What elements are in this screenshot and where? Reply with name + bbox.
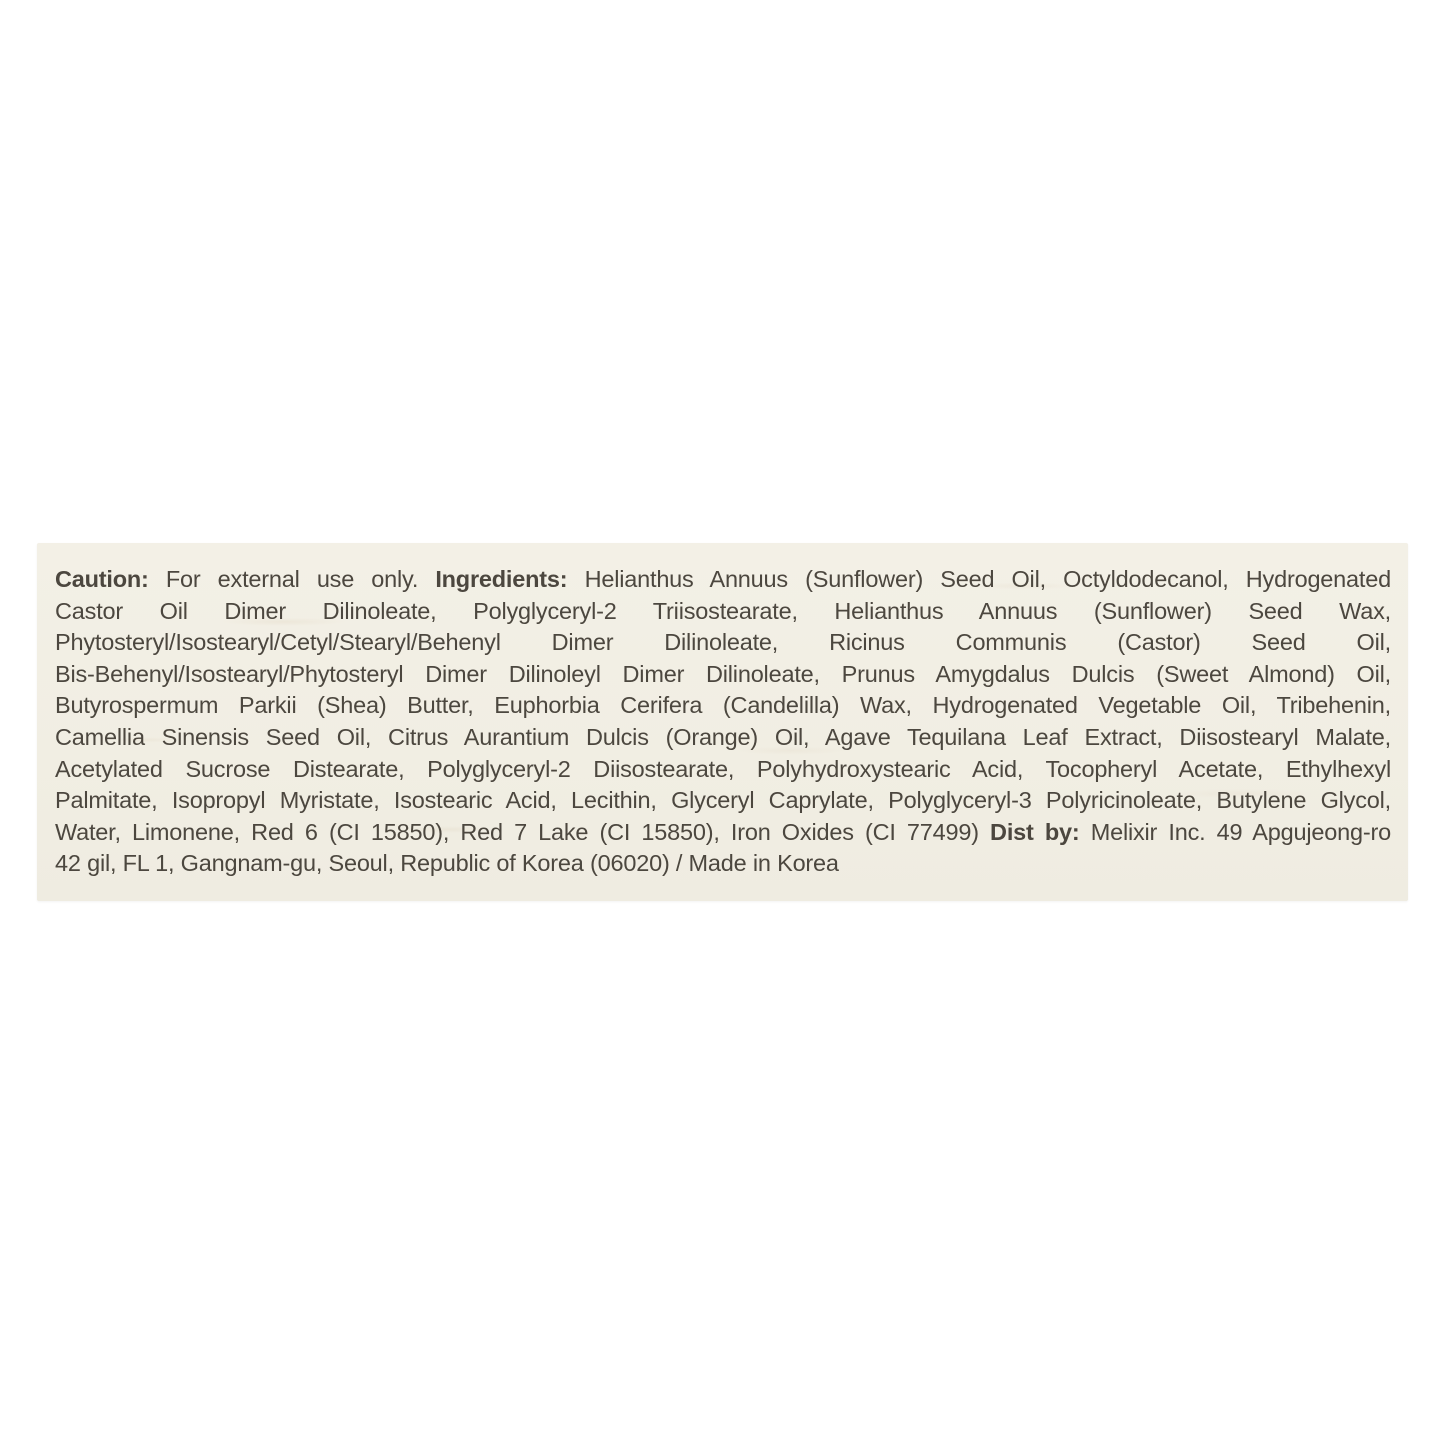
label-line-segment: For external use only. — [148, 566, 436, 592]
label-line-segment: Melixir Inc. 49 Apgujeong-ro — [1079, 818, 1391, 845]
label-line-segment: Acetylated Sucrose Distearate, Polyglyceryl-2 Diisostearate, Polyhydroxystearic Acid, Tocopheryl Acetate, Ethylhexyl — [55, 755, 1391, 782]
label-line-segment: Bis-Behenyl/Isostearyl/Phytosteryl Dimer Dilinoleyl Dimer Dilinoleate, Prunus Amygdalus Dulcis (Sweet Almond) Oil, — [55, 660, 1391, 687]
label-line-segment: 42 gil, FL 1, Gangnam-gu, Seoul, Republic of Korea (06020) / Made in Korea — [55, 850, 839, 877]
label-line — [55, 722, 1391, 754]
label-line-segment-bold: Ingredients: — [435, 566, 568, 592]
label-line — [55, 785, 1391, 817]
label-line — [55, 848, 1391, 880]
label-line-segment: Helianthus Annuus (Sunflower) Seed Oil, Octyldodecanol, Hydrogenated — [567, 566, 1391, 592]
label-text — [55, 564, 1391, 880]
label-line — [55, 659, 1391, 691]
label-line — [55, 564, 1391, 596]
label-line-segment: Camellia Sinensis Seed Oil, Citrus Aurantium Dulcis (Orange) Oil, Agave Tequilana Leaf Extract, Diisostearyl Malate, — [55, 723, 1391, 750]
label-line-segment: Phytosteryl/Isostearyl/Cetyl/Stearyl/Behenyl Dimer Dilinoleate, Ricinus Communis (Castor) Seed Oil, — [55, 629, 1391, 656]
label-line — [55, 627, 1391, 659]
label-line-segment: Water, Limonene, Red 6 (CI 15850), Red 7 Lake (CI 15850), Iron Oxides (CI 77499) — [55, 818, 991, 845]
label-line — [55, 690, 1391, 722]
label-line — [55, 817, 1391, 849]
label-line-segment-bold: Caution: — [55, 566, 149, 592]
label-line-segment: Castor Oil Dimer Dilinoleate, Polyglyceryl-2 Triisostearate, Helianthus Annuus (Sunflower) Seed Wax, — [55, 597, 1391, 624]
label-line-segment: Palmitate, Isopropyl Myristate, Isostearic Acid, Lecithin, Glyceryl Caprylate, Polyglyceryl-3 Polyricinoleate, Butylene Glycol, — [55, 787, 1391, 814]
label-line — [55, 754, 1391, 786]
label-line — [55, 596, 1391, 628]
ingredients-label — [37, 543, 1408, 901]
label-line-segment: Butyrospermum Parkii (Shea) Butter, Euphorbia Cerifera (Candelilla) Wax, Hydrogenated Vegetable Oil, Tribehenin, — [55, 692, 1391, 719]
label-line-segment-bold: Dist by: — [990, 818, 1080, 845]
